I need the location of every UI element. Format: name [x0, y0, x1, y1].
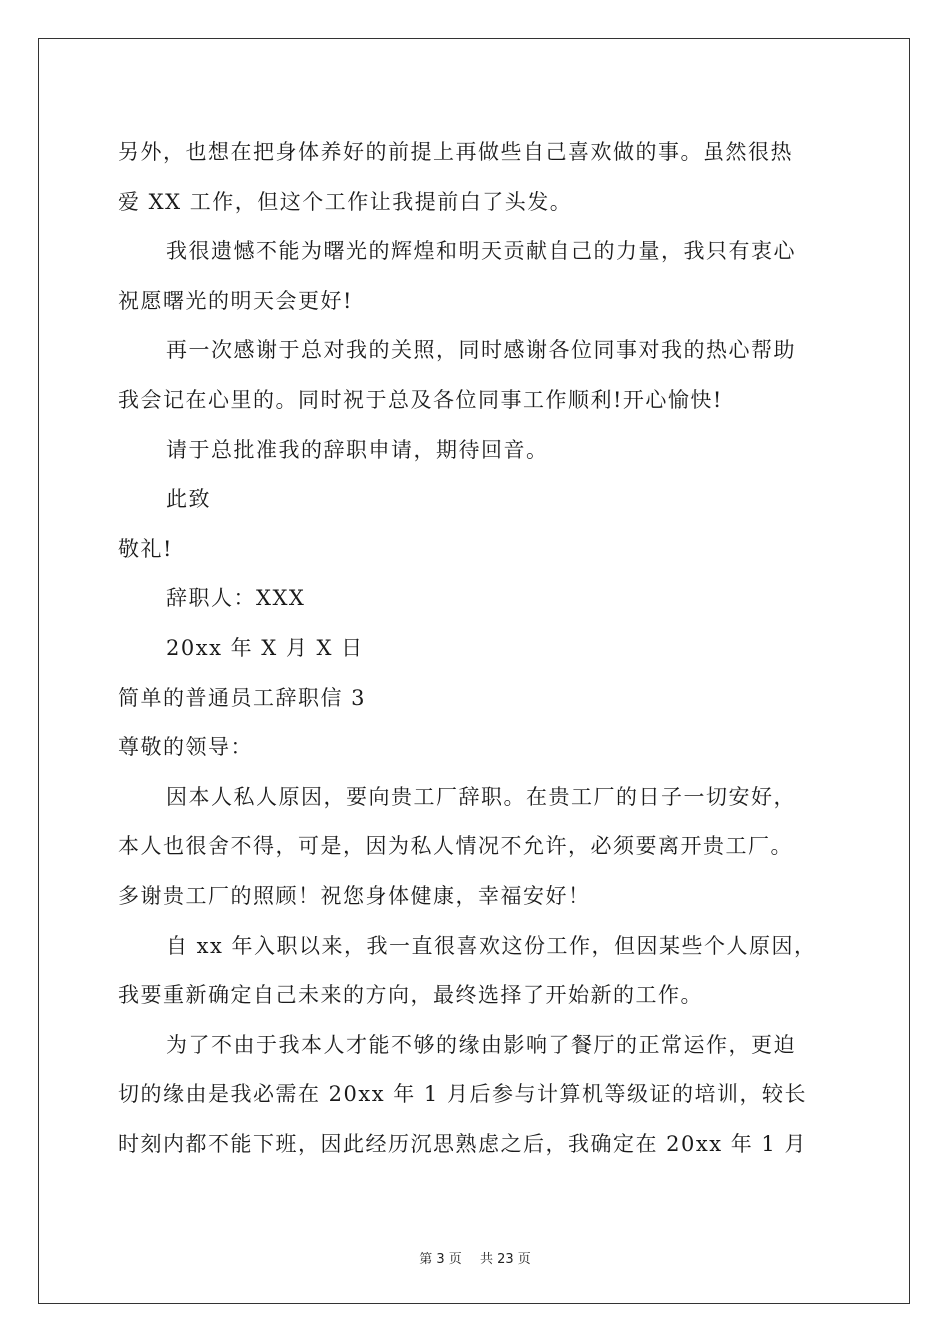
text-line: 敬礼! — [118, 536, 173, 561]
text-line: 20xx 年 X 月 X 日 — [166, 635, 364, 660]
page-number: 第 3 页 — [419, 1252, 462, 1267]
document-body — [118, 128, 838, 1169]
text-line: 切的缘由是我必需在 20xx 年 1 月后参与计算机等级证的培训，较长 — [118, 1082, 807, 1107]
text-line: 为了不由于我本人才能不够的缘由影响了餐厅的正常运作，更迫 — [166, 1032, 796, 1057]
text-line: 我会记在心里的。同时祝于总及各位同事工作顺利!开心愉快! — [118, 387, 723, 412]
text-line: 此致 — [166, 487, 211, 512]
page-footer — [0, 1248, 950, 1267]
text-line: 尊敬的领导： — [118, 735, 253, 760]
text-line: 另外，也想在把身体养好的前提上再做些自己喜欢做的事。虽然很热 — [118, 140, 793, 164]
text-line: 辞职人：XXX — [166, 586, 306, 611]
text-line: 爱 XX 工作，但这个工作让我提前白了头发。 — [118, 189, 573, 214]
text-line: 自 xx 年入职以来，我一直很喜欢这份工作，但因某些个人原因， — [166, 933, 817, 958]
text-line: 请于总批准我的辞职申请，期待回音。 — [166, 437, 549, 462]
text-line: 祝愿曙光的明天会更好! — [118, 288, 353, 313]
page-total: 共 23 页 — [479, 1252, 531, 1267]
text-line: 我要重新确定自己未来的方向，最终选择了开始新的工作。 — [118, 983, 703, 1008]
text-line: 本人也很舍不得，可是，因为私人情况不允许，必须要离开贵工厂。 — [118, 834, 793, 859]
text-line: 再一次感谢于总对我的关照，同时感谢各位同事对我的热心帮助 — [166, 338, 796, 363]
text-line: 多谢贵工厂的照顾！祝您身体健康，幸福安好！ — [118, 883, 591, 908]
text-line: 时刻内都不能下班，因此经历沉思熟虑之后，我确定在 20xx 年 1 月 — [118, 1131, 807, 1156]
text-line: 简单的普通员工辞职信 3 — [118, 685, 367, 710]
text-line: 因本人私人原因，要向贵工厂辞职。在贵工厂的日子一切安好， — [166, 784, 796, 809]
text-line: 我很遗憾不能为曙光的辉煌和明天贡献自己的力量，我只有衷心 — [166, 239, 796, 264]
